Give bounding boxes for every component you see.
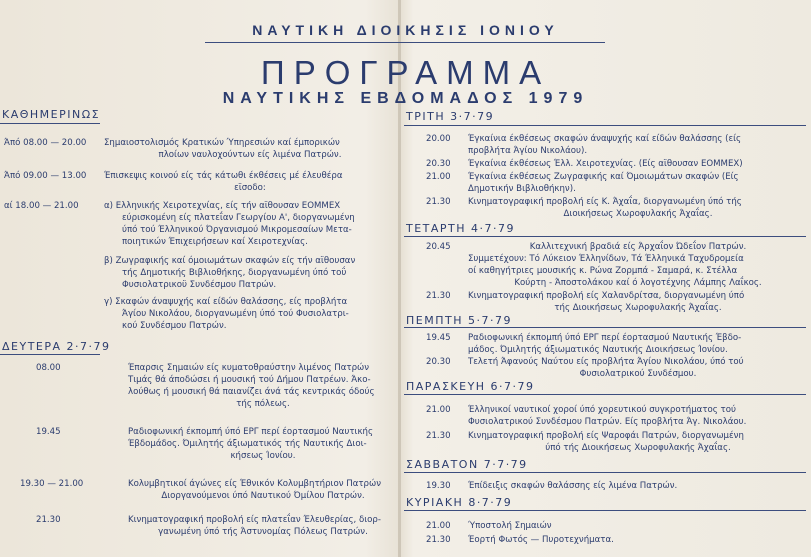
document-title: ΠΡΟΓΡΑΜΜΑ xyxy=(260,54,551,91)
entry-line: Έβδομάδος. Όμιλητής άξιωματικός τής Ναυτικής Διοι- xyxy=(128,439,367,449)
entry-text xyxy=(104,170,396,194)
entry-text xyxy=(468,241,808,289)
section-rule-tuesday xyxy=(404,125,806,126)
entry-time: 21.30 xyxy=(426,535,451,545)
entry-time: αί 18.00 — 21.00 xyxy=(4,201,79,211)
entry-line: τής Δημοτικής Βιβλιοθήκης, διοργανωμένη ύπό τοΰ xyxy=(122,268,347,278)
entry-line: Διοικήσεως Χωροφυλακής Άχαΐας. xyxy=(563,209,713,219)
section-heading-saturday: ΣΑΒΒΑΤΟΝ 7·7·79 xyxy=(406,458,528,471)
entry-line: Κολυμβητικοί άγώνες είς Έθνικόν Κολυμβητήριον Πατρών xyxy=(128,479,381,489)
section-rule-wednesday xyxy=(404,236,806,237)
entry-line: Τιμάς θά άποδώσει ή μουσική τού Δήμου Πατρέων. Άκο- xyxy=(128,375,371,385)
entry-time: Άπό 08.00 — 20.00 xyxy=(4,138,87,148)
entry-text xyxy=(104,200,396,248)
entry-time: 19.30 xyxy=(426,481,451,491)
document-subtitle: ΝΑΥΤΙΚΗΣ ΕΒΔΟΜΑΔΟΣ 1979 xyxy=(222,90,589,107)
entry-text xyxy=(128,426,398,462)
entry-line: Έγκαίνια έκθέσεως σκαφών άναψυχής καί είδών θαλάσσης (είς xyxy=(468,134,742,144)
entry-line: Φυσιολατρικού Συνδέσμου Πατρών. Είς προβλήτα Άγ. Νικολάου. xyxy=(468,417,747,427)
entry-line: Έπίδειξις σκαφών θαλάσσης είς λιμένα Πατρών. xyxy=(468,481,678,491)
entry-text xyxy=(128,514,398,538)
entry-line: Συμμετέχουν: Τό Λύκειον Έλληνίδων, Τά Έλληνικά Ταχυδρομεία xyxy=(468,254,744,264)
entry-text xyxy=(468,534,808,546)
entry-line: Έγκαίνια έκθέσεως Έλλ. Χειροτεχνίας. (Είς αϊθουσαν ΕΟΜΜΕΧ) xyxy=(468,159,743,169)
entry-line: Έπαρσις Σημαιών είς κυματοθραύστην λιμένος Πατρών xyxy=(128,363,370,373)
entry-line: β) Ζωγραφικής καί όμοιωμάτων σκαφών είς τήν αϊθουσαν xyxy=(104,256,356,266)
entry-time: 19.30 — 21.00 xyxy=(20,479,84,489)
entry-time: Άπό 09.00 — 13.00 xyxy=(4,171,87,181)
entry-line: γ) Σκαφών άναψυχής καί είδών θαλάσσης, είς προβλήτα xyxy=(104,297,348,307)
entry-text xyxy=(104,296,396,332)
entry-line: Ύποστολή Σημαιών xyxy=(468,521,552,531)
section-rule-monday xyxy=(0,354,100,355)
section-heading-daily: ΚΑΘΗΜΕΡΙΝΩΣ xyxy=(2,108,101,121)
entry-line: ποιητικών Έπιχειρήσεων καί Χειροτεχνίας. xyxy=(122,237,308,247)
issuing-authority: ΝΑΥΤΙΚΗ ΔΙΟΙΚΗΣΙΣ ΙΟΝΙΟΥ xyxy=(252,22,559,38)
entry-text xyxy=(468,480,808,492)
entry-text xyxy=(468,332,808,356)
entry-line: α) Ελληνικής Χειροτεχνίας, είς τήν αϊθουσαν ΕΟΜΜΕΧ xyxy=(104,201,341,211)
entry-time: 21.00 xyxy=(426,521,451,531)
entry-text xyxy=(128,478,398,502)
entry-line: Ραδιοφωνική έκπομπή ύπό ΕΡΓ περί έορτασμού Ναυτικής xyxy=(128,427,374,437)
entry-line: Φυσιολατρικού Συνδέσμου. xyxy=(579,369,697,379)
entry-line: ύπό τής Διοικήσεως Χωροφυλακής Άχαΐας. xyxy=(545,443,731,453)
section-rule-saturday xyxy=(404,472,806,473)
entry-time: 21.30 xyxy=(426,197,451,207)
entry-line: τής πόλεως. xyxy=(236,399,290,409)
entry-text xyxy=(468,196,808,220)
entry-line: Κούρτη - Άποστολάκου καί ό λογοτέχνης Λάμπης Λαΐκος. xyxy=(514,278,762,288)
entry-line: Φυσιολατρικοϋ Συνδέσμου Πατρών. xyxy=(122,280,277,290)
entry-line: Σημαιοστολισμός Κρατικών Ύπηρεσιών καί έμπορικών xyxy=(104,138,340,148)
section-heading-thursday: ΠΕΜΠΤΗ 5·7·79 xyxy=(406,314,512,327)
entry-text xyxy=(104,255,396,291)
entry-line: Έπισκεψις κοινού είς τάς κάτωθι έκθέσεις μέ έλευθέρα xyxy=(104,171,343,181)
entry-line: κού Συνδέσμου Πατρών. xyxy=(122,321,227,331)
entry-line: Κινηματογραφική προβολή είς πλατεΐαν Έλευθερίας, διορ- xyxy=(128,515,381,525)
entry-line: Κινηματογραφική προβολή είς Κ. Άχαΐα, διοργανωμένη ύπό τής xyxy=(468,197,742,207)
entry-time: 19.45 xyxy=(36,427,61,437)
entry-time: 21.00 xyxy=(426,405,451,415)
entry-time: 21.30 xyxy=(426,291,451,301)
entry-text xyxy=(468,520,808,532)
section-rule-friday xyxy=(404,394,806,395)
entry-line: ύπό τού Έλληνικού Όργανισμού Μικρομεσαίων Μετα- xyxy=(122,225,352,235)
section-rule-thursday xyxy=(404,327,806,328)
entry-text xyxy=(468,404,808,428)
entry-line: Κινηματογραφική προβολή είς Χαλανδρίτσα, διοργανωμένη ύπό xyxy=(468,291,745,301)
entry-line: λούθως ή μουσική θά παιανίζει άνά τάς κεντρικάς όδούς xyxy=(128,387,375,397)
entry-line: Ραδιοφωνική έκπομπή ύπό ΕΡΓ περί έορτασμού Ναυτικής Έβδο- xyxy=(468,333,742,343)
section-rule-daily xyxy=(0,123,100,124)
entry-line: Άγίου Νικολάου, διοργανωμένη ύπό τού Φυσιολατρι- xyxy=(122,309,349,319)
entry-line: γανωμένη ύπό τής Άστυνομίας Πόλεως Πατρών. xyxy=(158,527,368,537)
entry-time: 21.30 xyxy=(36,515,61,525)
entry-line: Δημοτικήν Βιβλιοθήκην). xyxy=(468,184,576,194)
entry-line: οί καθηγήτριες μουσικής κ. Ρώνα Ζορμπά - Σαμαρά, κ. Στέλλα xyxy=(468,266,738,276)
header-rule xyxy=(205,42,605,43)
entry-text xyxy=(468,290,808,314)
entry-line: Έορτή Φωτός — Πυροτεχνήματα. xyxy=(468,535,614,545)
entry-time: 20.45 xyxy=(426,242,451,252)
entry-line: μάδος. Όμιλητής άξιωματικός Ναυτικής Διοικήσεως Ίονίου. xyxy=(468,345,728,355)
entry-line: Κινηματογραφική προβολή είς Ψαροφάι Πατρών, διοργανωμένη xyxy=(468,431,744,441)
entry-text xyxy=(128,362,398,410)
entry-text xyxy=(468,133,808,157)
entry-line: εϊσοδο: xyxy=(234,183,266,193)
entry-line: εύρισκομένη είς πλατεΐαν Γεωργίου Α', διοργανωμένη xyxy=(122,213,355,223)
entry-line: κήσεως Ίονίου. xyxy=(230,451,296,461)
section-heading-friday: ΠΑΡΑΣΚΕΥΗ 6·7·79 xyxy=(406,380,535,393)
entry-line: προβλήτα Άγίου Νικολάου). xyxy=(468,146,588,156)
section-heading-tuesday: ΤΡΙΤΗ 3·7·79 xyxy=(406,110,495,123)
entry-text xyxy=(468,171,808,195)
entry-time: 19.45 xyxy=(426,333,451,343)
section-heading-sunday: ΚΥΡΙΑΚΗ 8·7·79 xyxy=(406,496,513,509)
entry-text xyxy=(104,137,396,161)
section-heading-monday: ΔΕΥΤΕΡΑ 2·7·79 xyxy=(2,340,111,353)
entry-text xyxy=(468,430,808,454)
entry-text xyxy=(468,158,808,170)
entry-time: 21.30 xyxy=(426,431,451,441)
entry-time: 20.00 xyxy=(426,134,451,144)
entry-time: 20.30 xyxy=(426,357,451,367)
section-rule-sunday xyxy=(404,510,806,511)
entry-line: Έγκαίνια έκθέσεως Ζωγραφικής καί Όμοιωμάτων σκαφών (Είς xyxy=(468,172,739,182)
entry-line: Έλληνικοί ναυτικοί χοροί ύπό χορευτικού συγκροτήματος τού xyxy=(468,405,736,415)
entry-time: 21.00 xyxy=(426,172,451,182)
section-heading-wednesday: ΤΕΤΑΡΤΗ 4·7·79 xyxy=(406,222,516,235)
entry-line: Διοργανούμενοι ύπό Ναυτικού Όμίλου Πατρών. xyxy=(161,491,365,501)
entry-line: Τελετή Άφανούς Ναύτου είς προβλήτα Άγίου Νικολάου, ύπό τού xyxy=(468,357,744,367)
entry-line: πλοίων ναυλοχούντων είς λιμένα Πατρών. xyxy=(158,150,342,160)
entry-time: 08.00 xyxy=(36,363,61,373)
entry-text xyxy=(468,356,808,380)
entry-line: τής Διοικήσεως Χωροφυλακής Άχαΐας. xyxy=(554,303,722,313)
entry-line: Καλλιτεχνική βραδιά είς Άρχαΐον Ώδεΐον Πατρών. xyxy=(529,242,747,252)
entry-time: 20.30 xyxy=(426,159,451,169)
